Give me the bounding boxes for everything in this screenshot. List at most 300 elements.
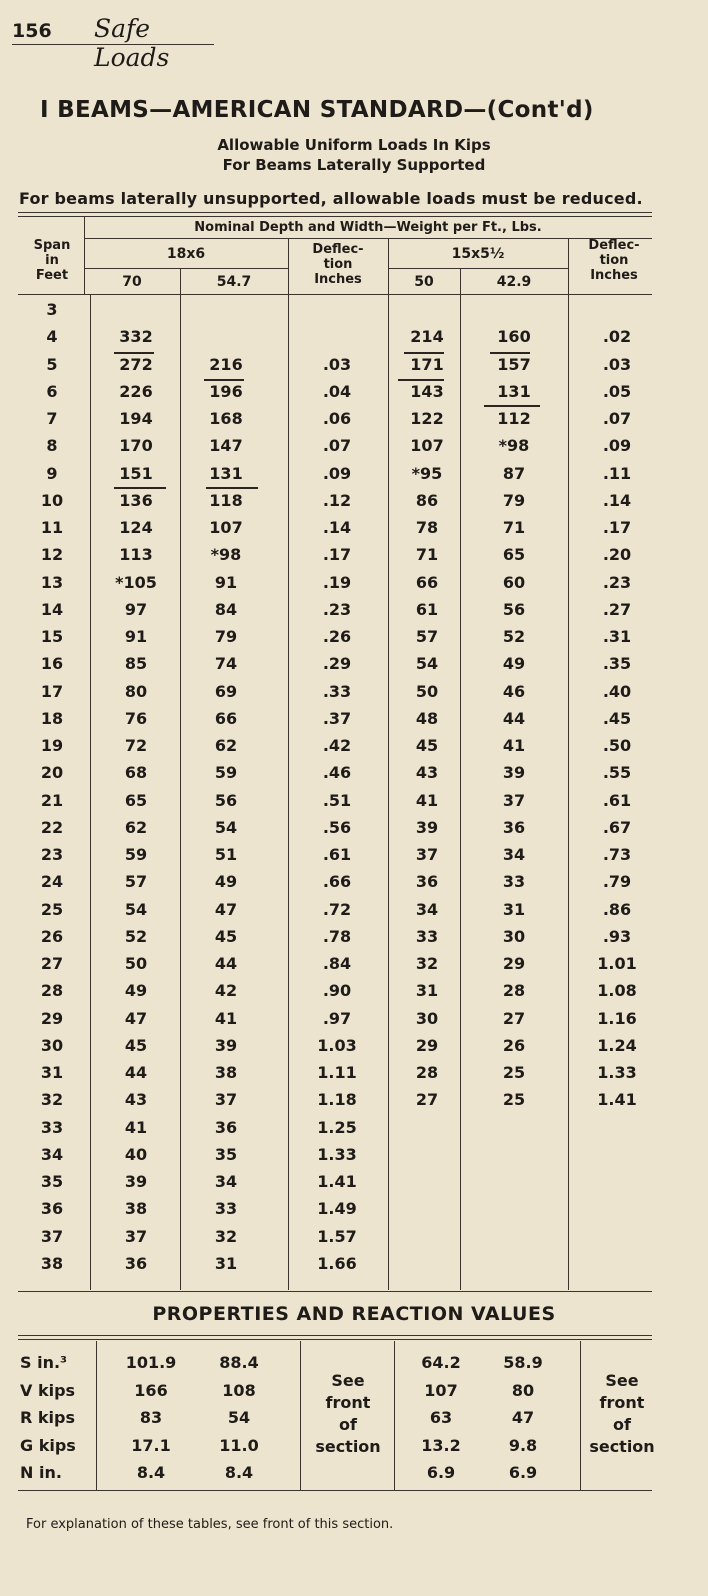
load-70: 40 — [124, 1144, 148, 1164]
load-429: 34 — [502, 845, 526, 864]
deflection-1: .66 — [322, 872, 352, 892]
load-70: 43 — [124, 1090, 148, 1110]
nominal-header: Nominal Depth and Width—Weight per Ft., Lbs. — [194, 220, 542, 235]
deflection-2 — [572, 1169, 662, 1195]
load-50: 107 — [410, 436, 444, 456]
load-547: 31 — [214, 1253, 238, 1273]
load-50: 30 — [415, 1008, 439, 1028]
table-bottom-rule — [18, 1291, 652, 1292]
deflection-2 — [572, 1115, 662, 1141]
load-429: 56 — [502, 599, 526, 619]
property-429: 47 — [511, 1408, 535, 1427]
deflection-2: .02 — [602, 327, 632, 347]
weight-header-429: 42.9 — [496, 274, 532, 290]
deflection-2: .86 — [602, 899, 632, 919]
span-cell: 8 — [46, 436, 58, 456]
load-429: 112 — [497, 409, 531, 428]
span-cell: 24 — [40, 872, 64, 892]
property-50: 107 — [424, 1380, 458, 1400]
deflection-1: .90 — [322, 981, 352, 1001]
deflection-1: .19 — [322, 572, 352, 592]
limit-underline — [114, 352, 154, 354]
load-70: *105 — [115, 572, 157, 592]
load-547: 49 — [214, 872, 238, 892]
deflection-1: .29 — [322, 654, 352, 674]
property-50: 64.2 — [421, 1353, 461, 1372]
load-547: 107 — [209, 518, 243, 537]
load-547 — [182, 324, 270, 350]
load-429: 31 — [502, 899, 526, 919]
span-cell: 18 — [40, 708, 64, 728]
property-label: S in.³ — [20, 1353, 68, 1372]
deflection-1: .72 — [322, 899, 352, 919]
load-429 — [462, 1251, 566, 1277]
deflection-2: 1.24 — [597, 1035, 637, 1055]
span-cell: 4 — [46, 327, 58, 347]
column-rule-50 — [460, 268, 461, 1290]
load-70: 194 — [119, 409, 153, 428]
load-547: 91 — [214, 572, 238, 592]
property-70: 166 — [134, 1380, 168, 1400]
deflection-2: 1.16 — [597, 1008, 637, 1028]
deflection-2: .67 — [602, 817, 632, 837]
deflection-1: 1.57 — [317, 1226, 357, 1246]
footnote: For explanation of these tables, see front of this section. — [26, 1517, 394, 1532]
load-50: 214 — [410, 327, 444, 347]
span-cell: 25 — [40, 899, 64, 919]
load-547: 36 — [214, 1117, 238, 1137]
deflection-1: 1.33 — [317, 1144, 357, 1164]
load-50: *95 — [411, 463, 443, 483]
column-rule-defl-1 — [388, 238, 389, 1290]
span-cell: 14 — [40, 599, 64, 619]
property-50: 13.2 — [421, 1435, 461, 1455]
span-cell: 34 — [40, 1144, 64, 1164]
load-429: 26 — [502, 1035, 526, 1055]
load-547: 147 — [209, 436, 243, 456]
load-547: 51 — [214, 845, 238, 864]
column-rule-70 — [180, 268, 181, 1290]
deflection-1: .42 — [322, 736, 352, 755]
load-70: 57 — [124, 872, 148, 892]
deflection-1: .84 — [322, 954, 352, 973]
deflection-2: 1.08 — [597, 981, 637, 1001]
load-70: 226 — [119, 381, 153, 401]
deflection-2: .55 — [602, 763, 632, 783]
load-429: 71 — [502, 518, 526, 537]
load-50: 37 — [415, 845, 439, 864]
load-429: 25 — [502, 1063, 526, 1082]
property-547: 8.4 — [224, 1463, 254, 1482]
load-70: 332 — [119, 327, 153, 347]
load-70: 91 — [124, 627, 148, 646]
load-429: 29 — [502, 954, 526, 973]
properties-top-rule — [18, 1335, 652, 1336]
span-cell: 19 — [40, 736, 64, 755]
load-547: 69 — [214, 681, 238, 701]
load-547: 39 — [214, 1035, 238, 1055]
deflection-2: .31 — [602, 627, 632, 646]
load-70: 49 — [124, 981, 148, 1001]
deflection-2: .93 — [602, 926, 632, 946]
load-429: 46 — [502, 681, 526, 701]
deflection-header-2: Deflec- tion Inches — [588, 238, 640, 283]
page-number: 156 — [12, 20, 52, 42]
deflection-1: .12 — [322, 490, 352, 510]
span-cell: 16 — [40, 654, 64, 674]
load-429 — [462, 297, 566, 323]
load-50: 29 — [415, 1035, 439, 1055]
load-70: 50 — [124, 954, 148, 973]
deflection-1: .17 — [322, 545, 352, 565]
deflection-1 — [292, 297, 382, 323]
load-50: 36 — [415, 872, 439, 892]
deflection-2: .20 — [602, 545, 632, 565]
span-column-rule — [90, 294, 91, 1290]
load-50: 34 — [415, 899, 439, 919]
property-547: 108 — [222, 1380, 256, 1400]
deflection-1: 1.11 — [317, 1063, 357, 1082]
deflection-2: .61 — [602, 790, 632, 810]
deflection-2: .35 — [602, 654, 632, 674]
load-70: 68 — [124, 763, 148, 783]
load-70: 72 — [124, 736, 148, 755]
deflection-2: .23 — [602, 572, 632, 592]
deflection-1: 1.49 — [317, 1199, 357, 1219]
load-547: 56 — [214, 790, 238, 810]
span-cell: 10 — [40, 490, 64, 510]
subtitle-loads: Allowable Uniform Loads In Kips — [217, 136, 491, 154]
deflection-2: 1.41 — [597, 1090, 637, 1110]
load-429: 49 — [502, 654, 526, 674]
deflection-2 — [572, 297, 662, 323]
property-50: 63 — [429, 1408, 453, 1427]
load-547 — [182, 297, 270, 323]
load-70: 85 — [124, 654, 148, 674]
deflection-1: .23 — [322, 599, 352, 619]
load-429: 30 — [502, 926, 526, 946]
property-547: 88.4 — [219, 1353, 259, 1372]
property-70: 83 — [139, 1408, 163, 1427]
property-70: 17.1 — [131, 1435, 171, 1455]
deflection-1: 1.18 — [317, 1090, 357, 1110]
load-429: 25 — [502, 1090, 526, 1110]
load-429: 131 — [497, 381, 531, 401]
limit-underline — [490, 352, 530, 354]
limit-underline — [114, 487, 166, 489]
span-cell: 23 — [40, 845, 64, 864]
deflection-2 — [572, 1142, 662, 1168]
property-547: 54 — [227, 1408, 251, 1427]
deflection-1: .33 — [322, 681, 352, 701]
span-cell: 30 — [40, 1035, 64, 1055]
column-rule-547 — [288, 238, 289, 1290]
span-cell: 26 — [40, 926, 64, 946]
load-50: 27 — [415, 1090, 439, 1110]
deflection-1: .09 — [322, 463, 352, 483]
load-429: 41 — [502, 736, 526, 755]
group-1-header: 18x6 — [166, 246, 206, 262]
load-429 — [462, 1142, 566, 1168]
see-front-note-1: See front of section — [315, 1371, 381, 1456]
deflection-1: .07 — [322, 436, 352, 456]
load-547: 54 — [214, 817, 238, 837]
load-547: 74 — [214, 654, 238, 674]
load-547: 34 — [214, 1172, 238, 1191]
load-50 — [396, 1251, 458, 1277]
deflection-1: 1.03 — [317, 1035, 357, 1055]
nominal-header-rule — [84, 238, 652, 239]
properties-top-rule-2 — [18, 1339, 652, 1340]
load-50 — [396, 297, 458, 323]
property-label: G kips — [20, 1435, 76, 1455]
load-70: 54 — [124, 899, 148, 919]
load-50: 41 — [415, 790, 439, 810]
deflection-1: .51 — [322, 790, 352, 810]
deflection-1: 1.41 — [317, 1172, 357, 1191]
load-50 — [396, 1169, 458, 1195]
deflection-1: .26 — [322, 627, 352, 646]
limit-underline — [204, 379, 244, 381]
load-70: 76 — [124, 708, 148, 728]
span-cell: 6 — [46, 381, 58, 401]
load-429: 33 — [502, 872, 526, 892]
load-429: 52 — [502, 627, 526, 646]
property-70: 8.4 — [136, 1463, 166, 1482]
load-429: 157 — [497, 354, 531, 374]
span-cell: 9 — [46, 463, 58, 483]
load-70: 62 — [124, 817, 148, 837]
span-cell: 36 — [40, 1199, 64, 1219]
deflection-1: .78 — [322, 926, 352, 946]
deflection-2: .40 — [602, 681, 632, 701]
deflection-2: .50 — [602, 736, 632, 755]
subtitle-supported: For Beams Laterally Supported — [222, 156, 486, 174]
notice-rule — [18, 212, 652, 213]
span-cell: 33 — [40, 1117, 64, 1137]
load-50: 39 — [415, 817, 439, 837]
load-429: 28 — [502, 981, 526, 1001]
load-547: 45 — [214, 926, 238, 946]
load-70: 136 — [119, 490, 153, 510]
property-70: 101.9 — [125, 1353, 177, 1372]
load-70: 41 — [124, 1117, 148, 1137]
load-50 — [396, 1115, 458, 1141]
deflection-1: .06 — [322, 409, 352, 428]
deflection-2: .73 — [602, 845, 632, 864]
load-50: 66 — [415, 572, 439, 592]
deflection-1 — [292, 324, 382, 350]
span-cell: 12 — [40, 545, 64, 565]
load-547: 47 — [214, 899, 238, 919]
load-50: 86 — [415, 490, 439, 510]
deflection-2: 1.33 — [597, 1063, 637, 1082]
load-70: 59 — [124, 845, 148, 864]
load-50: 31 — [415, 981, 439, 1001]
limit-underline — [398, 379, 444, 381]
load-50: 122 — [410, 409, 444, 428]
load-70: 38 — [124, 1199, 148, 1219]
load-547: 131 — [209, 463, 243, 483]
span-cell: 22 — [40, 817, 64, 837]
deflection-1: .46 — [322, 763, 352, 783]
load-547: 38 — [214, 1063, 238, 1082]
load-547: 196 — [209, 381, 243, 401]
span-cell: 20 — [40, 763, 64, 783]
load-50: 33 — [415, 926, 439, 946]
deflection-2: .11 — [602, 463, 632, 483]
load-547: 62 — [214, 736, 238, 755]
load-547: 79 — [214, 627, 238, 646]
span-cell: 37 — [40, 1226, 64, 1246]
deflection-1: .04 — [322, 381, 352, 401]
deflection-2: .17 — [602, 518, 632, 537]
deflection-2 — [572, 1251, 662, 1277]
load-50: 54 — [415, 654, 439, 674]
load-50: 50 — [415, 681, 439, 701]
weight-header-50: 50 — [414, 274, 434, 290]
span-cell: 3 — [46, 300, 58, 319]
load-429 — [462, 1115, 566, 1141]
property-label: V kips — [20, 1380, 76, 1400]
load-50: 61 — [415, 599, 439, 619]
load-70: 97 — [124, 599, 148, 619]
load-70: 80 — [124, 681, 148, 701]
deflection-2 — [572, 1196, 662, 1222]
load-50: 143 — [410, 381, 444, 401]
property-429: 9.8 — [508, 1435, 538, 1455]
load-547: 59 — [214, 763, 238, 783]
load-50: 48 — [415, 708, 439, 728]
deflection-1: .56 — [322, 817, 352, 837]
load-547: 35 — [214, 1144, 238, 1164]
load-429: 39 — [502, 763, 526, 783]
deflection-2: .05 — [602, 381, 632, 401]
deflection-2 — [572, 1224, 662, 1250]
deflection-2: .45 — [602, 708, 632, 728]
property-50: 6.9 — [426, 1463, 456, 1482]
load-547: 33 — [214, 1199, 238, 1219]
see-front-note-2: See front of section — [589, 1371, 655, 1456]
load-70: 36 — [124, 1253, 148, 1273]
load-429: 87 — [502, 463, 526, 483]
properties-bottom-rule — [18, 1490, 652, 1491]
property-547: 11.0 — [219, 1435, 259, 1455]
load-50: 71 — [415, 545, 439, 565]
weight-header-547: 54.7 — [216, 274, 252, 290]
lateral-support-notice: For beams laterally unsupported, allowable loads must be reduced. — [19, 189, 643, 208]
column-rule-429 — [568, 238, 569, 1290]
property-label: N in. — [20, 1463, 62, 1482]
load-429: 65 — [502, 545, 526, 565]
deflection-2: .79 — [602, 872, 632, 892]
load-429 — [462, 1196, 566, 1222]
load-70: 124 — [119, 518, 153, 537]
load-50: 43 — [415, 763, 439, 783]
load-70: 272 — [119, 354, 153, 374]
load-70 — [93, 297, 179, 323]
deflection-2: .03 — [602, 354, 632, 374]
limit-underline — [404, 352, 444, 354]
load-429: 60 — [502, 572, 526, 592]
span-cell: 15 — [40, 627, 64, 646]
load-50: 28 — [415, 1063, 439, 1082]
deflection-2: .14 — [602, 490, 632, 510]
load-547: 41 — [214, 1008, 238, 1028]
load-547: 42 — [214, 981, 238, 1001]
load-50: 32 — [415, 954, 439, 973]
running-title: Safe Loads — [94, 14, 170, 72]
load-429: 37 — [502, 790, 526, 810]
load-547: 32 — [214, 1226, 238, 1246]
load-429 — [462, 1169, 566, 1195]
load-70: 52 — [124, 926, 148, 946]
deflection-2: 1.01 — [597, 954, 637, 973]
load-547: 168 — [209, 409, 243, 428]
deflection-1: .97 — [322, 1008, 352, 1028]
deflection-1: .03 — [322, 354, 352, 374]
load-429: 44 — [502, 708, 526, 728]
load-429: 79 — [502, 490, 526, 510]
property-429: 6.9 — [508, 1463, 538, 1482]
load-429: 36 — [502, 817, 526, 837]
span-cell: 38 — [40, 1253, 64, 1273]
deflection-2: .07 — [602, 409, 632, 428]
load-50: 57 — [415, 627, 439, 646]
load-547: 84 — [214, 599, 238, 619]
load-70: 45 — [124, 1035, 148, 1055]
property-429: 58.9 — [503, 1353, 543, 1372]
load-50: 171 — [410, 354, 444, 374]
load-50: 78 — [415, 518, 439, 537]
deflection-1: .61 — [322, 845, 352, 864]
load-429: 27 — [502, 1008, 526, 1028]
property-label: R kips — [20, 1408, 75, 1427]
load-50 — [396, 1142, 458, 1168]
group-1-rule — [84, 268, 288, 269]
deflection-1: 1.66 — [317, 1253, 357, 1273]
span-header: Span in Feet — [33, 238, 71, 283]
group-2-header: 15x5½ — [451, 246, 505, 262]
load-50 — [396, 1224, 458, 1250]
load-547: 66 — [214, 708, 238, 728]
load-429 — [462, 1224, 566, 1250]
load-547: 216 — [209, 354, 243, 374]
deflection-header-1: Deflec- tion Inches — [312, 242, 364, 287]
header-bottom-rule — [18, 294, 652, 295]
load-70: 37 — [124, 1226, 148, 1246]
deflection-1: .14 — [322, 518, 352, 537]
span-cell: 17 — [40, 681, 64, 701]
load-547: *98 — [210, 545, 242, 565]
deflection-1: 1.25 — [317, 1117, 357, 1137]
load-50: 45 — [415, 736, 439, 755]
weight-header-70: 70 — [122, 274, 142, 290]
load-70: 65 — [124, 790, 148, 810]
load-50 — [396, 1196, 458, 1222]
load-70: 44 — [124, 1063, 148, 1082]
running-head — [12, 8, 214, 72]
load-70: 151 — [119, 463, 153, 483]
span-cell: 7 — [46, 409, 58, 428]
load-70: 47 — [124, 1008, 148, 1028]
span-cell: 27 — [40, 954, 64, 973]
span-cell: 21 — [40, 790, 64, 810]
span-cell: 11 — [40, 518, 64, 537]
span-cell: 35 — [40, 1172, 64, 1191]
properties-title: PROPERTIES AND REACTION VALUES — [152, 1303, 556, 1325]
load-429: *98 — [498, 436, 530, 456]
